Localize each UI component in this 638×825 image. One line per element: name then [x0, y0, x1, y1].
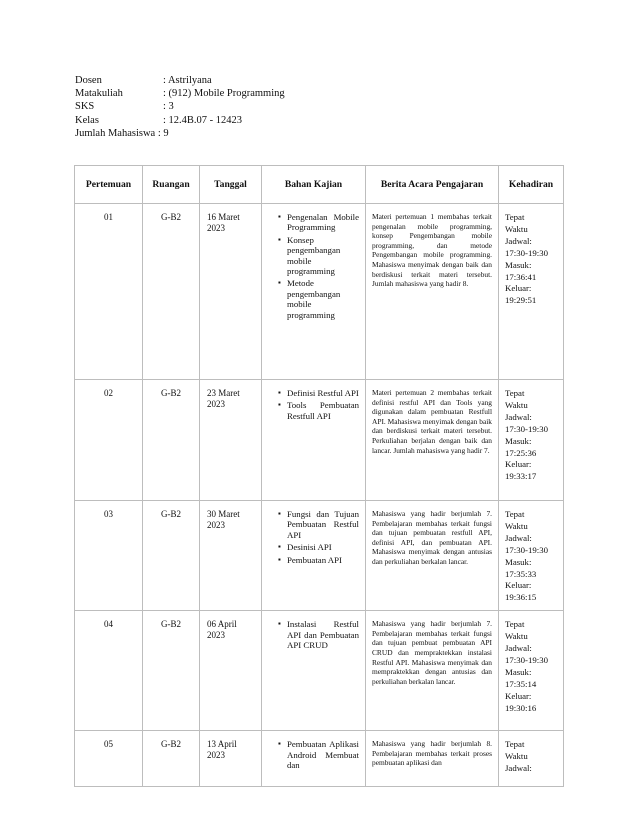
lecturer-row [75, 74, 285, 87]
topic-item: ▪ Fungsi dan Tujuan Pembuatan Restful API [278, 509, 359, 540]
attendance-line: 17:30-19:30 [505, 544, 549, 555]
attendance-line: Masuk: [505, 556, 532, 567]
credits-value: : 3 [163, 101, 174, 113]
attendance-info [499, 204, 563, 313]
credits-row [75, 100, 285, 113]
attendance-line: Tepat [505, 212, 525, 222]
topic-item: ▪ Desinisi API [278, 542, 359, 552]
col-topic: Bahan Kajian [262, 166, 366, 204]
student-count [75, 127, 285, 140]
attendance-line: Jadwal: [505, 643, 532, 654]
topic-list [268, 212, 359, 320]
attendance-line: 17:35:14 [505, 678, 537, 689]
attendance-line: 17:30-19:30 [505, 247, 549, 258]
course-info [75, 74, 285, 140]
attendance-line: Tepat [505, 619, 525, 630]
attendance-line: Jadwal: [505, 532, 532, 543]
attendance-info [499, 611, 563, 720]
col-room: Ruangan [143, 166, 200, 204]
date: 23 Maret 2023 [207, 388, 240, 409]
topic-item: ▪ Pembuatan API [278, 555, 359, 565]
course-row [75, 87, 285, 100]
room: G-B2 [161, 619, 181, 630]
table-header-row [75, 166, 564, 204]
attendance-line: 17:35:33 [505, 568, 537, 579]
topic-item: ▪ Instalasi Restful API dan Pembuatan API CRUD [278, 619, 359, 650]
attendance-line: Waktu [505, 631, 528, 642]
attendance-line: Waktu [505, 399, 528, 410]
class-label: Kelas [75, 114, 99, 126]
col-attendance: Kehadiran [499, 166, 564, 204]
attendance-line: Keluar: [505, 690, 532, 701]
attendance-line: Keluar: [505, 283, 532, 294]
attendance-line: 17:30-19:30 [505, 423, 549, 434]
attendance-line: 19:29:51 [505, 295, 537, 306]
attendance-line: Jadwal: [505, 235, 532, 246]
credits-label: SKS [75, 101, 95, 113]
table-row [75, 611, 564, 731]
date: 16 Maret 2023 [207, 212, 240, 233]
attendance-info [499, 501, 563, 610]
topic-item: ▪ Tools Pembuatan Restfull API [278, 400, 359, 421]
teaching-notes: Materi pertemuan 2 membahas terkait definisi restful API dan Tools yang digunakan dalam pembuatan Restfull API. Mahasiswa menyimak dengan baik dan berdiskusi terkait materi tersebut. Perkuliahan berjalan dengan baik dan lancar. Jumlah mahasiswa yang hadir 7. [372, 388, 492, 455]
room: G-B2 [161, 212, 181, 222]
teaching-notes: Mahasiswa yang hadir berjumlah 7. Pembelajaran membahas terkait fungsi dan tujuan pembuatan restfull API, definisi API, dan pembuatan API. Mahasiswa menyimak dengan antusias dan perkuliahan berkalan lancar. [372, 509, 492, 566]
topic-item: ▪ Konsep pengembangan mobile programming [278, 235, 359, 277]
topic-item: ▪ Pembuatan Aplikasi Android Membuat dan [278, 739, 359, 770]
attendance-line: Tepat [505, 388, 525, 398]
attendance-line: Keluar: [505, 580, 532, 591]
attendance-line: Waktu [505, 223, 528, 234]
col-notes: Berita Acara Pengajaran [366, 166, 499, 204]
attendance-info [499, 380, 563, 489]
class-value: : 12.4B.07 - 12423 [163, 114, 243, 126]
attendance-line: Jadwal: [505, 411, 532, 422]
topic-list [268, 388, 359, 421]
table-row [75, 501, 564, 611]
course-value: : (912) Mobile Programming [163, 88, 285, 100]
table-row [75, 731, 564, 787]
attendance-line: 19:36:15 [505, 592, 537, 603]
attendance-line: Tepat [505, 739, 525, 750]
attendance-line: Masuk: [505, 259, 532, 270]
teaching-notes: Mahasiswa yang hadir berjumlah 7. Pembelajaran membahas terkait fungsi dan tujuan pembuat pembuatan API CRUD dan mempraktekkan instalasi Restful API. Mahasiswa menyimak dan mempraktekkan dengan antusias dan perkuliahan berkalan lancar. [372, 619, 492, 686]
table-row [75, 380, 564, 501]
attendance-line: Masuk: [505, 435, 532, 446]
teaching-notes: Mahasiswa yang hadir berjumlah 8. Pembelajaran membahas terkait proses pembuatan aplikasi dan [372, 739, 492, 768]
meeting-number: 03 [104, 509, 113, 519]
date: 13 April 2023 [207, 739, 237, 761]
col-meeting: Pertemuan [75, 166, 143, 204]
attendance-line: 17:36:41 [505, 271, 537, 282]
student-count-text: Jumlah Mahasiswa : 9 [75, 127, 169, 139]
attendance-line: Jadwal: [505, 763, 532, 774]
topic-list [268, 509, 359, 565]
date: 30 Maret 2023 [207, 509, 240, 530]
attendance-line: 17:30-19:30 [505, 654, 549, 665]
attendance-line: Keluar: [505, 459, 532, 470]
attendance-line: Waktu [505, 751, 528, 762]
attendance-line: 19:33:17 [505, 471, 537, 482]
teaching-notes: Materi pertemuan 1 membahas terkait pengenalan mobile programming, konsep Pengembangan mobile programming, dan metode Pengembangan mobile programming. Mahasiswa menyimak dengan baik dan berdiskusi terkait materi tersebut. Jumlah mahasiswa yang hadir 8. [372, 212, 492, 289]
class-row [75, 114, 285, 127]
attendance-line: 17:25:36 [505, 447, 537, 458]
col-date: Tanggal [200, 166, 262, 204]
attendance-line: 19:30:16 [505, 702, 537, 713]
attendance-info [499, 731, 563, 781]
meeting-number: 02 [104, 388, 113, 398]
course-label: Matakuliah [75, 88, 123, 100]
topic-item: ▪ Metode pengembangan mobile programming [278, 278, 359, 320]
attendance-line: Masuk: [505, 666, 532, 677]
meeting-number: 05 [104, 739, 113, 750]
date: 06 April 2023 [207, 619, 237, 641]
topic-list [268, 739, 359, 770]
meeting-number: 04 [104, 619, 113, 630]
attendance-line: Tepat [505, 509, 525, 519]
lecturer-label: Dosen [75, 75, 102, 86]
topic-item: ▪ Definisi Restful API [278, 388, 359, 398]
room: G-B2 [161, 739, 181, 750]
attendance-table [74, 165, 564, 787]
meeting-number: 01 [104, 212, 113, 222]
room: G-B2 [161, 509, 181, 519]
attendance-line: Waktu [505, 520, 528, 531]
lecturer-value: : Astrilyana [163, 75, 212, 86]
topic-list [268, 619, 359, 650]
room: G-B2 [161, 388, 181, 398]
topic-item: ▪ Pengenalan Mobile Programming [278, 212, 359, 233]
table-row [75, 204, 564, 380]
